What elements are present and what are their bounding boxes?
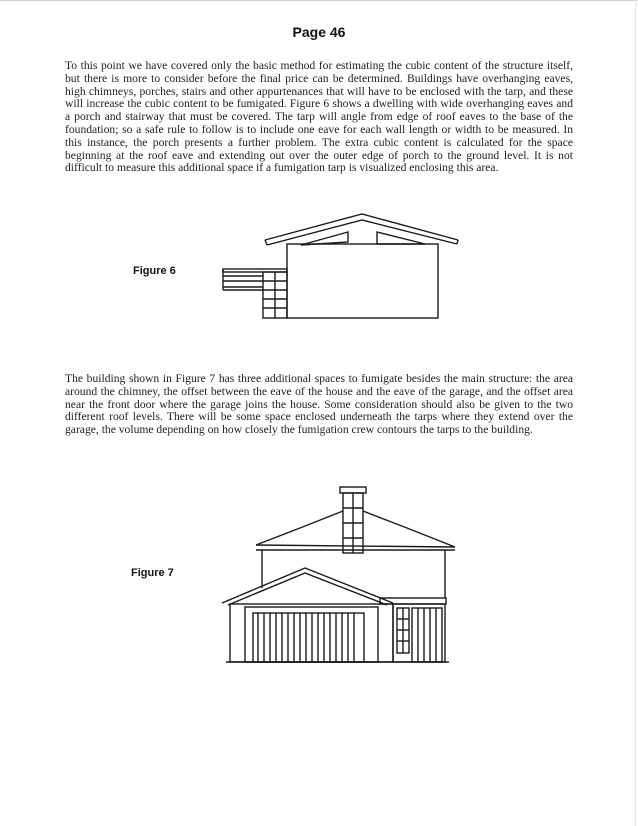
page-title: Page 46 (292, 24, 346, 40)
figure-6-house (223, 214, 458, 318)
fig7-chimney-cap (340, 487, 366, 493)
fig7-front-door (412, 608, 442, 662)
paragraph-eaves-and-porches: To this point we have covered only the basic method for estimating the cubic content of the structure itself, but there is more to consider before the final price can be determined. Buildings have overhanging eaves, high chimneys, porches, stairs and other appurtenances that will have to be enclosed with the tarp, and these will increase the cubic content to be fumigated. Figure 6 shows a dwelling with wide overhanging eaves and a porch and stairway that must be covered. The tarp will angle from edge of roof eaves to the base of the foundation; so a safe rule to follow is to include one eave for each wall length or width to be measured. In this instance, the porch presents a further problem. The extra cubic content is calculated for the space beginning at the roof eave and extending out over the outer edge of porch to the ground level. It is not difficult to measure this additional space if a fumigation tarp is visualized enclosing this area. (65, 59, 573, 175)
figure-7-label: Figure 7 (131, 567, 174, 579)
figure-6-label: Figure 6 (133, 265, 176, 277)
fig7-upper-roof-right (363, 511, 455, 547)
figure-7-house (222, 487, 455, 662)
fig6-roof-upper (265, 214, 458, 240)
paragraph-figure-7: The building shown in Figure 7 has three additional spaces to fumigate besides the main structure: the area around the chimney, the offset between the eave of the house and the eave of the garage, and the offset area near the front door where the garage joins the house. Some consideration should also be given to the two different roof levels. There will be some space enclosed underneath the tarps where they extend over the garage, the volume depending on how closely the fumigation crew contours the tarps to the building. (65, 372, 573, 437)
fig6-wall (287, 244, 438, 318)
fig7-upper-roof-left (256, 511, 343, 545)
fig7-entry-roof (380, 598, 446, 604)
